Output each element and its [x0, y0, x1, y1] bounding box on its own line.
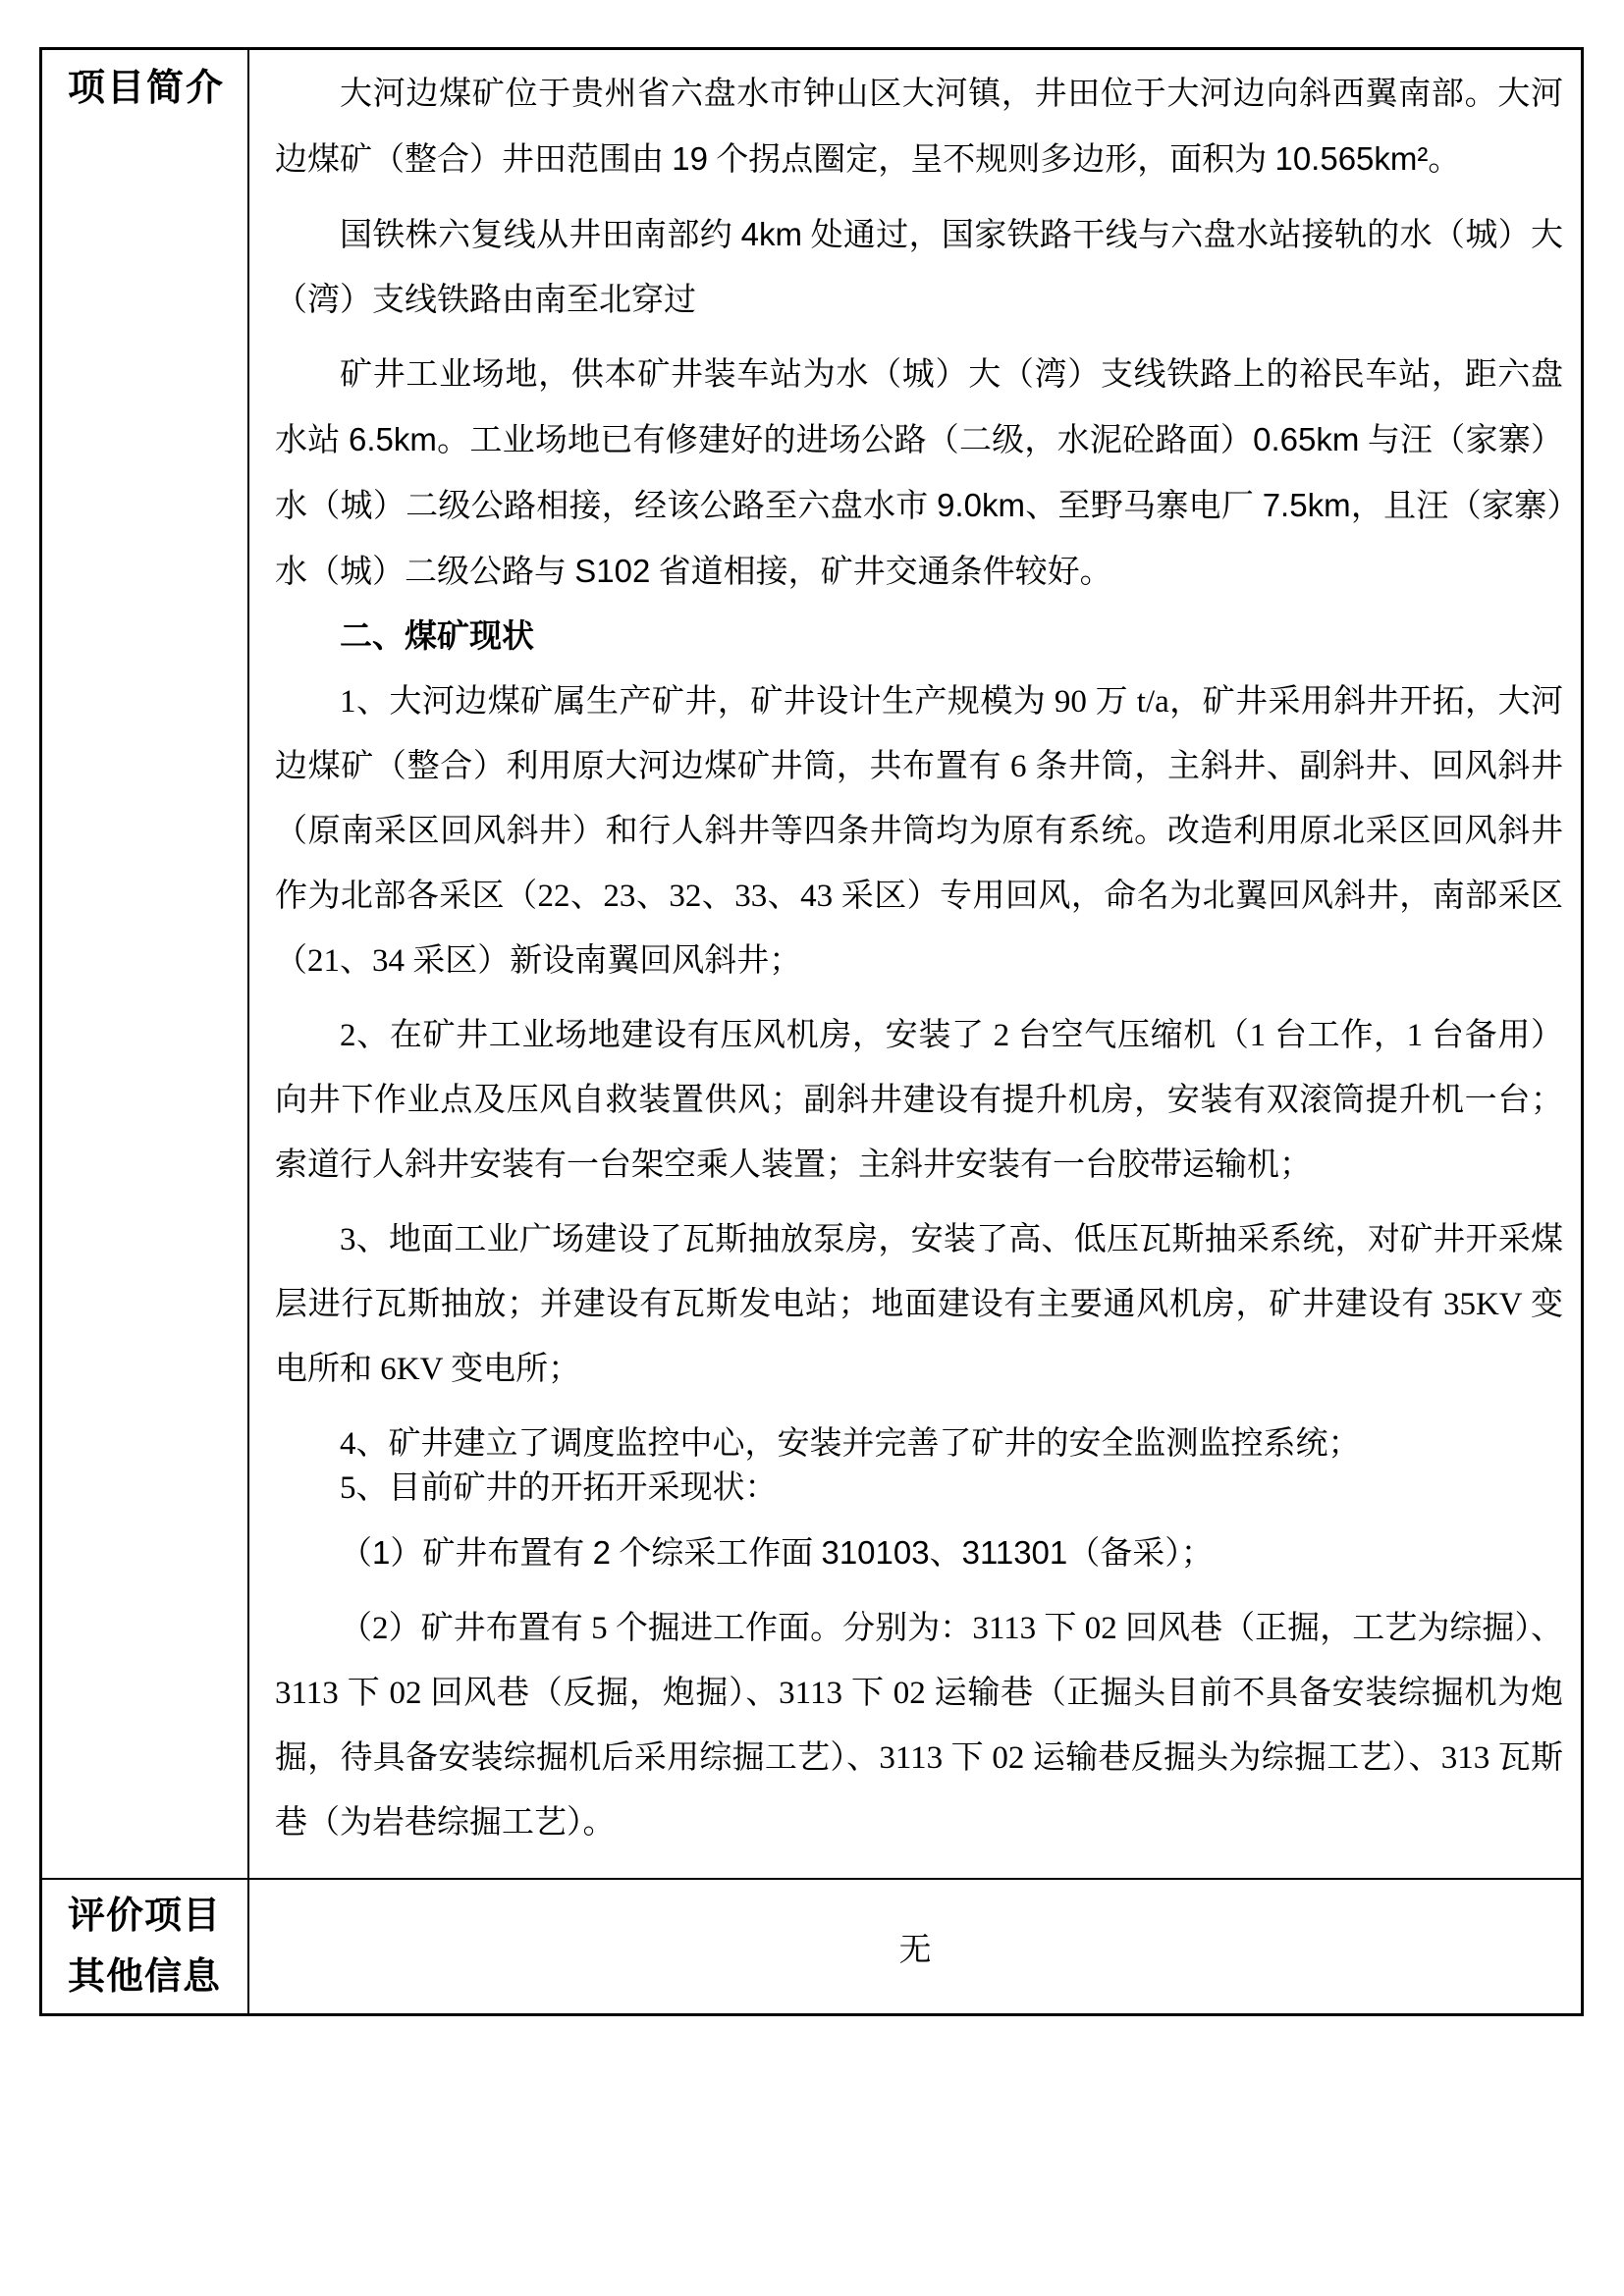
latin-run: 23 — [603, 879, 636, 914]
latin-run: 2 — [993, 1018, 1010, 1053]
project-info-table — [39, 47, 1584, 2016]
latin-run: 3113 — [275, 1676, 339, 1711]
other-info-label-line2: 其他信息 — [68, 1956, 222, 1998]
latin-run: 02 — [389, 1676, 422, 1711]
latin-run: 0.65km — [1253, 421, 1360, 457]
latin-run: 90 — [1054, 684, 1087, 720]
latin-run: 32 — [669, 879, 702, 914]
latin-run: 311301 — [961, 1534, 1068, 1571]
latin-run: 43 — [800, 879, 834, 914]
project-intro-label: 项目简介 — [68, 68, 226, 109]
latin-run: 1 — [1249, 1018, 1267, 1053]
paragraph: 2、在矿井工业场地建设有压风机房，安装了 2 台空气压缩机（1 台工作，1 台备用）向井下作业点及压风自救装置供风；副斜井建设有提升机房，安装有双滚筒提升机一台；索道行人斜井安装有一台架空乘人装置；主斜井安装有一台胶带运输机； — [275, 1018, 1564, 1183]
latin-run: S102 — [574, 553, 651, 589]
paragraph: 4、矿井建立了调度监控中心，安装并完善了矿井的安全监测监控系统； — [340, 1426, 1361, 1462]
latin-run: 3 — [340, 1222, 356, 1257]
latin-run: 19 — [672, 140, 708, 177]
paragraph: 矿井工业场地，供本矿井装车站为水（城）大（湾）支线铁路上的裕民车站，距六盘水站 6.5km。工业场地已有修建好的进场公路（二级，水泥砼路面）0.65km 与汪（家寨）水（城）二级公路相接，经该公路至六盘水市 9.0km、至野马寨电厂 7.5km，且汪（家寨）水（城）二级公路与 S102 省道相接，矿井交通条件较好。 — [275, 357, 1564, 590]
row-header-project-intro — [42, 50, 249, 1878]
latin-run: 34 — [372, 943, 405, 979]
project-intro-content — [249, 50, 1581, 1878]
latin-run: t/a — [1136, 684, 1169, 720]
latin-run: 6 — [1010, 749, 1027, 784]
latin-run: 313 — [1440, 1740, 1490, 1776]
other-info-value: 无 — [898, 1932, 932, 1968]
paragraph: 大河边煤矿位于贵州省六盘水市钟山区大河镇，井田位于大河边向斜西翼南部。大河边煤矿（整合）井田范围由 19 个拐点圈定，呈不规则多边形，面积为 10.565km²。 — [275, 77, 1563, 178]
latin-run: 1 — [1406, 1018, 1424, 1053]
latin-run: 310103 — [821, 1534, 930, 1571]
other-info-content — [249, 1878, 1581, 2013]
paragraph: （1）矿井布置有 2 个综采工作面 310103、311301（备采）； — [340, 1534, 1214, 1572]
other-info-label-line1: 评价项目 — [68, 1896, 222, 1937]
latin-run: 10.565km² — [1274, 140, 1429, 177]
paragraph: 5、目前矿井的开拓开采现状： — [340, 1470, 778, 1506]
latin-run: 2 — [340, 1018, 356, 1053]
latin-run: 4km — [740, 216, 802, 252]
latin-run: 3113 — [972, 1611, 1037, 1646]
row-header-other-info — [42, 1878, 249, 2013]
paragraph: 3、地面工业广场建设了瓦斯抽放泵房，安装了高、低压瓦斯抽采系统，对矿井开采煤层进行瓦斯抽放；并建设有瓦斯发电站；地面建设有主要通风机房，矿井建设有 35KV 变电所和 6KV 变电所； — [275, 1222, 1564, 1387]
paragraph: 1、大河边煤矿属生产矿井，矿井设计生产规模为 90 万 t/a，矿井采用斜井开拓，大河边煤矿（整合）利用原大河边煤矿井筒，共布置有 6 条井筒，主斜井、副斜井、回风斜井（原南采区回风斜井）和行人斜井等四条井筒均为原有系统。改造利用原北采区回风斜井作为北部各采区（22、23、32、33、43 采区）专用回风，命名为北翼回风斜井，南部采区（21、34 采区）新设南翼回风斜井； — [275, 684, 1564, 979]
latin-run: 6.5km — [348, 421, 437, 457]
latin-run: 33 — [734, 879, 768, 914]
latin-run: 9.0km — [937, 487, 1025, 523]
latin-run: 1 — [340, 684, 356, 720]
latin-run: 1 — [372, 1534, 391, 1571]
latin-run: 3113 — [879, 1740, 944, 1776]
latin-run: 5 — [340, 1470, 356, 1506]
latin-run: 6KV — [380, 1352, 443, 1387]
latin-run: 7.5km — [1262, 487, 1351, 523]
latin-run: 22 — [537, 879, 570, 914]
latin-run: 4 — [340, 1426, 356, 1462]
paragraph: 国铁株六复线从井田南部约 4km 处通过，国家铁路干线与六盘水站接轨的水（城）大（湾）支线铁路由南至北穿过 — [275, 216, 1564, 318]
latin-run: 2 — [592, 1534, 611, 1571]
latin-run: 21 — [307, 943, 340, 979]
latin-run: 02 — [1084, 1611, 1117, 1646]
latin-run: 2 — [372, 1611, 389, 1646]
latin-run: 02 — [893, 1676, 926, 1711]
latin-run: 35KV — [1442, 1287, 1523, 1322]
paragraph: （2）矿井布置有 5 个掘进工作面。分别为：3113 下 02 回风巷（正掘，工艺为综掘）、3113 下 02 回风巷（反掘，炮掘）、3113 下 02 运输巷（正掘头目前不具备安装综掘机为炮掘，待具备安装综掘机后采用综掘工艺）、3113 下 02 运输巷反掘头为综掘工艺）、313 瓦斯巷（为岩巷综掘工艺）。 — [275, 1611, 1564, 1841]
latin-run: 02 — [992, 1740, 1025, 1776]
latin-run: 3113 — [779, 1676, 842, 1711]
section-heading: 二、煤矿现状 — [340, 619, 534, 655]
latin-run: 5 — [591, 1611, 608, 1646]
